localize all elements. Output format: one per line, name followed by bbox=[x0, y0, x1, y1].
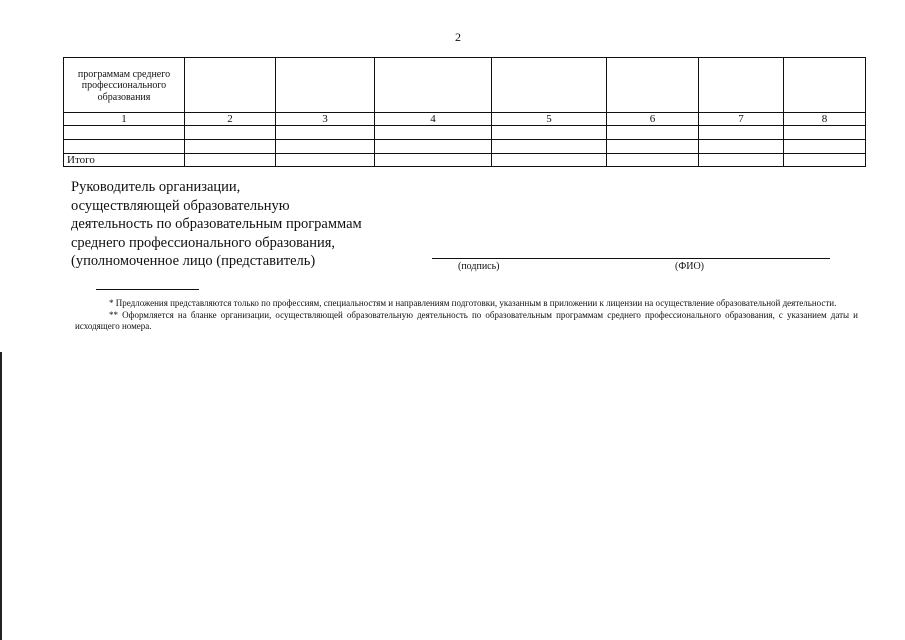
table-cell bbox=[607, 126, 699, 140]
signatory-line: осуществляющей образовательную bbox=[71, 197, 290, 214]
table-header-row bbox=[64, 58, 866, 113]
signatory-line: (уполномоченное лицо (представитель) bbox=[71, 253, 316, 269]
data-table bbox=[63, 57, 866, 167]
table-cell bbox=[276, 140, 375, 154]
column-number: 5 bbox=[492, 113, 607, 126]
table-cell bbox=[699, 154, 784, 167]
table-cell bbox=[699, 126, 784, 140]
signature-caption: (подпись) bbox=[458, 261, 500, 272]
header-cell-3 bbox=[276, 58, 375, 113]
header-cell-1 bbox=[64, 58, 185, 113]
header-cell-4 bbox=[375, 58, 492, 113]
column-number: 1 bbox=[64, 113, 185, 126]
total-label: Итого bbox=[64, 154, 185, 167]
column-number: 4 bbox=[375, 113, 492, 126]
table-cell bbox=[784, 154, 866, 167]
table-cell bbox=[185, 154, 276, 167]
column-number-row bbox=[64, 113, 866, 126]
table-cell bbox=[492, 140, 607, 154]
footnote-2: ** Оформляется на бланке организации, осуществляющей образовательную деятельность по образовательным программам среднего профессионального образования, с указанием даты и исходящего номера. bbox=[75, 310, 858, 331]
name-line bbox=[562, 258, 830, 259]
table-cell bbox=[276, 126, 375, 140]
signatory-line: деятельность по образовательным программам bbox=[71, 216, 362, 232]
footnote-divider bbox=[96, 289, 199, 290]
table-cell bbox=[699, 140, 784, 154]
table-cell bbox=[276, 154, 375, 167]
table-cell bbox=[64, 126, 185, 140]
table-cell bbox=[492, 154, 607, 167]
table-cell bbox=[784, 126, 866, 140]
column-number: 3 bbox=[276, 113, 375, 126]
table-cell bbox=[185, 140, 276, 154]
header-cell-8 bbox=[784, 58, 866, 113]
table-row bbox=[64, 126, 866, 140]
scan-edge-line bbox=[0, 352, 2, 640]
column-number: 7 bbox=[699, 113, 784, 126]
table-cell bbox=[784, 140, 866, 154]
table-cell bbox=[185, 126, 276, 140]
footnotes bbox=[75, 298, 858, 333]
table-row bbox=[64, 140, 866, 154]
table-cell bbox=[607, 154, 699, 167]
column-number: 6 bbox=[607, 113, 699, 126]
table-cell bbox=[375, 140, 492, 154]
total-row bbox=[64, 154, 866, 167]
header-cell-5 bbox=[492, 58, 607, 113]
column-number: 8 bbox=[784, 113, 866, 126]
signatory-line: среднего профессионального образования, bbox=[71, 234, 336, 251]
header-cell-7 bbox=[699, 58, 784, 113]
table-cell bbox=[64, 140, 185, 154]
column-number: 2 bbox=[185, 113, 276, 126]
table-cell bbox=[375, 154, 492, 167]
table-cell bbox=[607, 140, 699, 154]
table-cell bbox=[375, 126, 492, 140]
signature-line bbox=[432, 258, 562, 259]
header-cell-1-text: программам среднего профессионального образования bbox=[77, 68, 171, 103]
table-cell bbox=[492, 126, 607, 140]
header-cell-6 bbox=[607, 58, 699, 113]
name-caption: (ФИО) bbox=[675, 261, 705, 272]
page-number: 2 bbox=[455, 30, 461, 44]
header-cell-2 bbox=[185, 58, 276, 113]
signatory-block bbox=[71, 178, 362, 271]
signatory-line: Руководитель организации, bbox=[71, 179, 241, 195]
footnote-1: * Предложения представляются только по профессиям, специальностям и направлениям подготовки, указанным в приложении к лицензии на осуществление образовательной деятельности. bbox=[109, 298, 837, 308]
